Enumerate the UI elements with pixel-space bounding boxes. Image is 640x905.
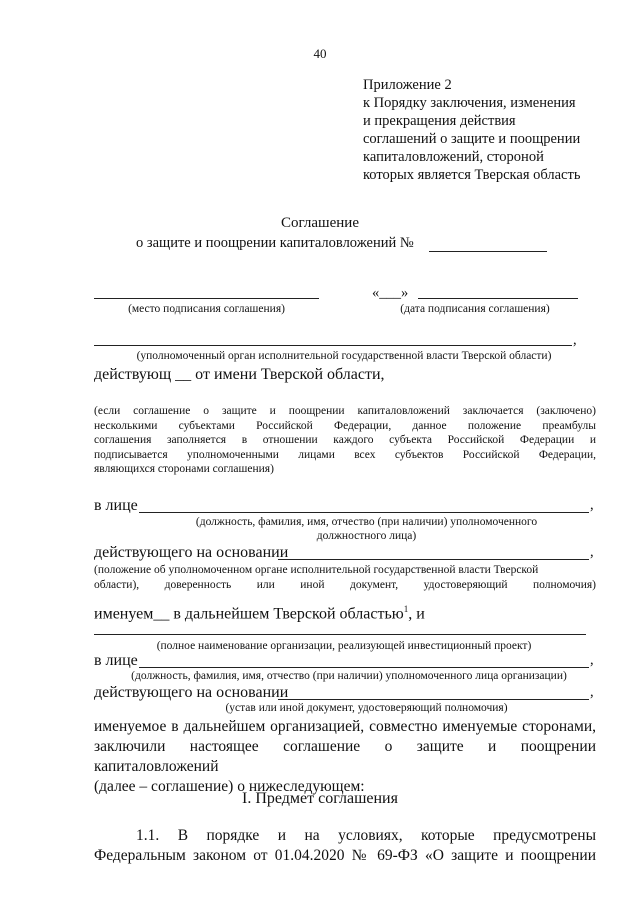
final-line: заключили настоящее соглашение о защите и поощрении капиталовложений <box>94 738 596 775</box>
page-number: 40 <box>313 46 327 61</box>
basis-blank-2 <box>278 699 589 700</box>
person-caption: (должность, фамилия, имя, отчество (при наличии) уполномоченного <box>195 516 538 528</box>
date-blank <box>418 298 578 299</box>
final-line-last: (далее – соглашение) о нижеследующем: <box>94 778 365 795</box>
date-caption: (дата подписания соглашения) <box>400 303 550 315</box>
basis-caption: области), доверенность или иной документ, удостоверяющий полномочия) <box>94 578 596 591</box>
named-tail: , и <box>408 605 425 623</box>
appendix-line: Приложение 2 <box>363 77 452 93</box>
acting-line: действующ __ от имени Тверской области, <box>94 366 385 383</box>
organization-caption: (полное наименование организации, реализующей инвестиционный проект) <box>156 640 532 652</box>
comma: , <box>590 652 594 668</box>
named-line <box>94 604 425 623</box>
section-title: I. Предмет соглашения <box>242 790 398 807</box>
clause-line: Федеральным законом от 01.04.2020 № 69-ФЗ «О защите и поощрении <box>94 847 596 864</box>
basis-label-2: действующего на основании <box>94 684 289 701</box>
note-line: подписывается уполномоченными лицами всех субъектов Российской Федерации, <box>94 448 596 461</box>
final-paragraph <box>94 717 596 797</box>
authority-caption: (уполномоченный орган исполнительной государственной власти Тверской области) <box>136 350 552 362</box>
note-line-last: являющихся сторонами соглашения) <box>94 463 274 475</box>
in-person-label-2: в лице <box>94 652 138 669</box>
clause-paragraph <box>94 826 596 866</box>
appendix-header <box>363 76 580 184</box>
footnote-mark: 1 <box>403 604 409 614</box>
in-person-label: в лице <box>94 497 138 514</box>
note-block <box>94 404 596 477</box>
appendix-line: капиталовложений, стороной <box>363 149 544 165</box>
basis-label: действующего на основании <box>94 544 289 561</box>
named-text: именуем__ в дальнейшем Тверской областью <box>94 605 404 623</box>
basis-caption: (положение об уполномоченном органе исполнительной государственной власти Тверской <box>94 564 539 576</box>
clause-line: 1.1. В порядке и на условиях, которые предусмотрены <box>136 827 596 844</box>
agreement-title: Соглашение <box>281 215 359 231</box>
person-caption-2: должностного лица) <box>316 530 417 542</box>
authority-blank <box>94 345 572 346</box>
comma: , <box>590 544 594 560</box>
comma: , <box>590 497 594 513</box>
agreement-number-blank <box>429 251 547 252</box>
place-caption: (место подписания соглашения) <box>128 303 285 315</box>
appendix-line: которых является Тверская область <box>363 167 581 183</box>
note-line: соглашения заполняется в отношении каждого субъекта Российской Федерации и <box>94 434 596 446</box>
person-blank <box>139 512 589 513</box>
basis-caption-2: (устав или иной документ, удостоверяющий полномочия) <box>225 702 508 714</box>
note-line: несколькими субъектами Российской Федерации, данное положение преамбулы <box>94 419 596 432</box>
place-blank <box>94 298 319 299</box>
appendix-line: соглашений о защите и поощрении <box>363 131 581 147</box>
appendix-line: к Порядку заключения, изменения <box>363 95 576 111</box>
basis-caption-block <box>94 563 596 592</box>
comma: , <box>590 684 594 700</box>
person-caption-org: (должность, фамилия, имя, отчество (при наличии) уполномоченного лица организации) <box>131 670 567 682</box>
final-line: именуемое в дальнейшем организацией, совместно именуемые сторонами, <box>94 718 596 735</box>
person-blank-2 <box>139 667 589 668</box>
agreement-subtitle: о защите и поощрении капиталовложений № <box>136 235 414 251</box>
organization-blank <box>94 634 586 635</box>
comma: , <box>573 332 577 348</box>
date-day: «___» <box>372 285 409 301</box>
basis-blank <box>278 559 589 560</box>
note-line: (если соглашение о защите и поощрении капиталовложений заключается (заключено) <box>94 405 596 417</box>
appendix-line: и прекращения действия <box>363 113 516 129</box>
